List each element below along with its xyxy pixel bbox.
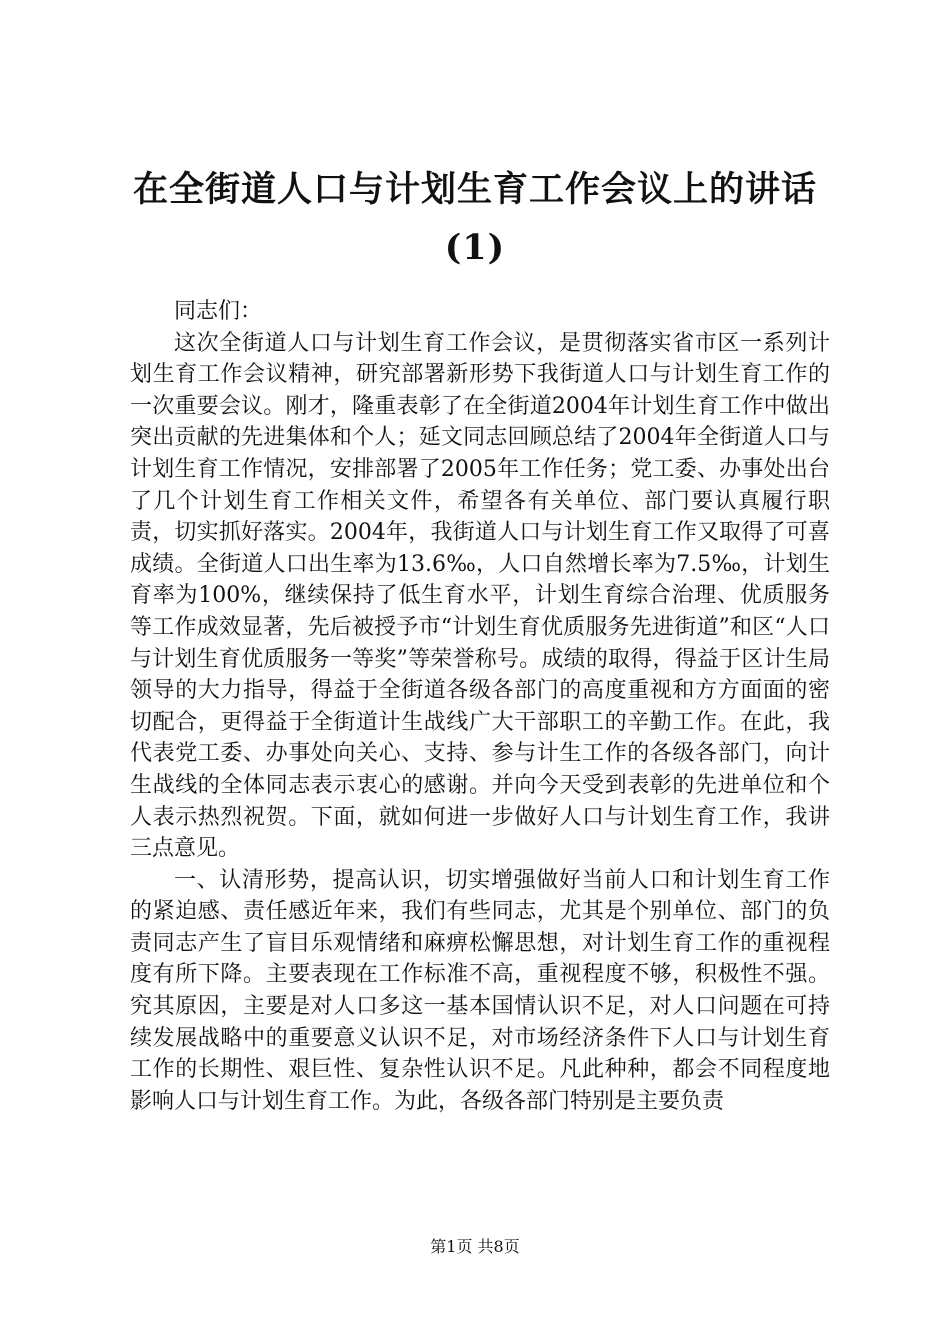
title-line-2: (1) [444,227,506,268]
page-footer: 第1页 共8页 [430,1237,520,1256]
body-paragraph-2: 一、认清形势，提高认识，切实增强做好当前人口和计划生育工作的紧迫感、责任感近年来，我们有些同志，尤其是个别单位、部门的负责同志产生了盲目乐观情绪和麻痹松懈思想，对计划生育工作的重视程度有所下降。主要表现在工作标准不高，重视程度不够，积极性不强。究其原因，主要是对人口多这一基本国情认识不足，对人口问题在可持续发展战略中的重要意义认识不足，对市场经济条件下人口与计划生育工作的长期性、艰巨性、复杂性认识不足。凡此种种，都会不同程度地影响人口与计划生育工作。为此，各级各部门特别是主要负责 [130,867,830,1114]
salutation-paragraph: 同志们： [174,299,263,324]
body-paragraph-1: 这次全街道人口与计划生育工作会议，是贯彻落实省市区一系列计划生育工作会议精神，研究部署新形势下我街道人口与计划生育工作的一次重要会议。刚才，隆重表彰了在全街道2004年计划生育工作中做出突出贡献的先进集体和个人；延文同志回顾总结了2004年全街道人口与计划生育工作情况，安排部署了2005年工作任务；党工委、办事处出台了几个计划生育工作相关文件，希望各有关单位、部门要认真履行职责，切实抓好落实。2004年，我街道人口与计划生育工作又取得了可喜成绩。全街道人口出生率为13.6‰，人口自然增长率为7.5‰，计划生育率为100%，继续保持了低生育水平，计划生育综合治理、优质服务等工作成效显著，先后被授予市“计划生育优质服务先进街道”和区“人口与计划生育优质服务一等奖”等荣誉称号。成绩的取得，得益于区计生局领导的大力指导，得益于全街道各级各部门的高度重视和方方面面的密切配合，更得益于全街道计生战线广大干部职工的辛勤工作。在此，我代表党工委、办事处向关心、支持、参与计生工作的各级各部门，向计生战线的全体同志表示衷心的感谢。并向今天受到表彰的先进单位和个人表示热烈祝贺。下面，就如何进一步做好人口与计划生育工作，我讲三点意见。 [130,330,830,862]
title-line-1: 在全街道人口与计划生育工作会议上的讲话 [132,169,817,210]
document-body [130,296,830,1117]
document-title [0,162,950,276]
